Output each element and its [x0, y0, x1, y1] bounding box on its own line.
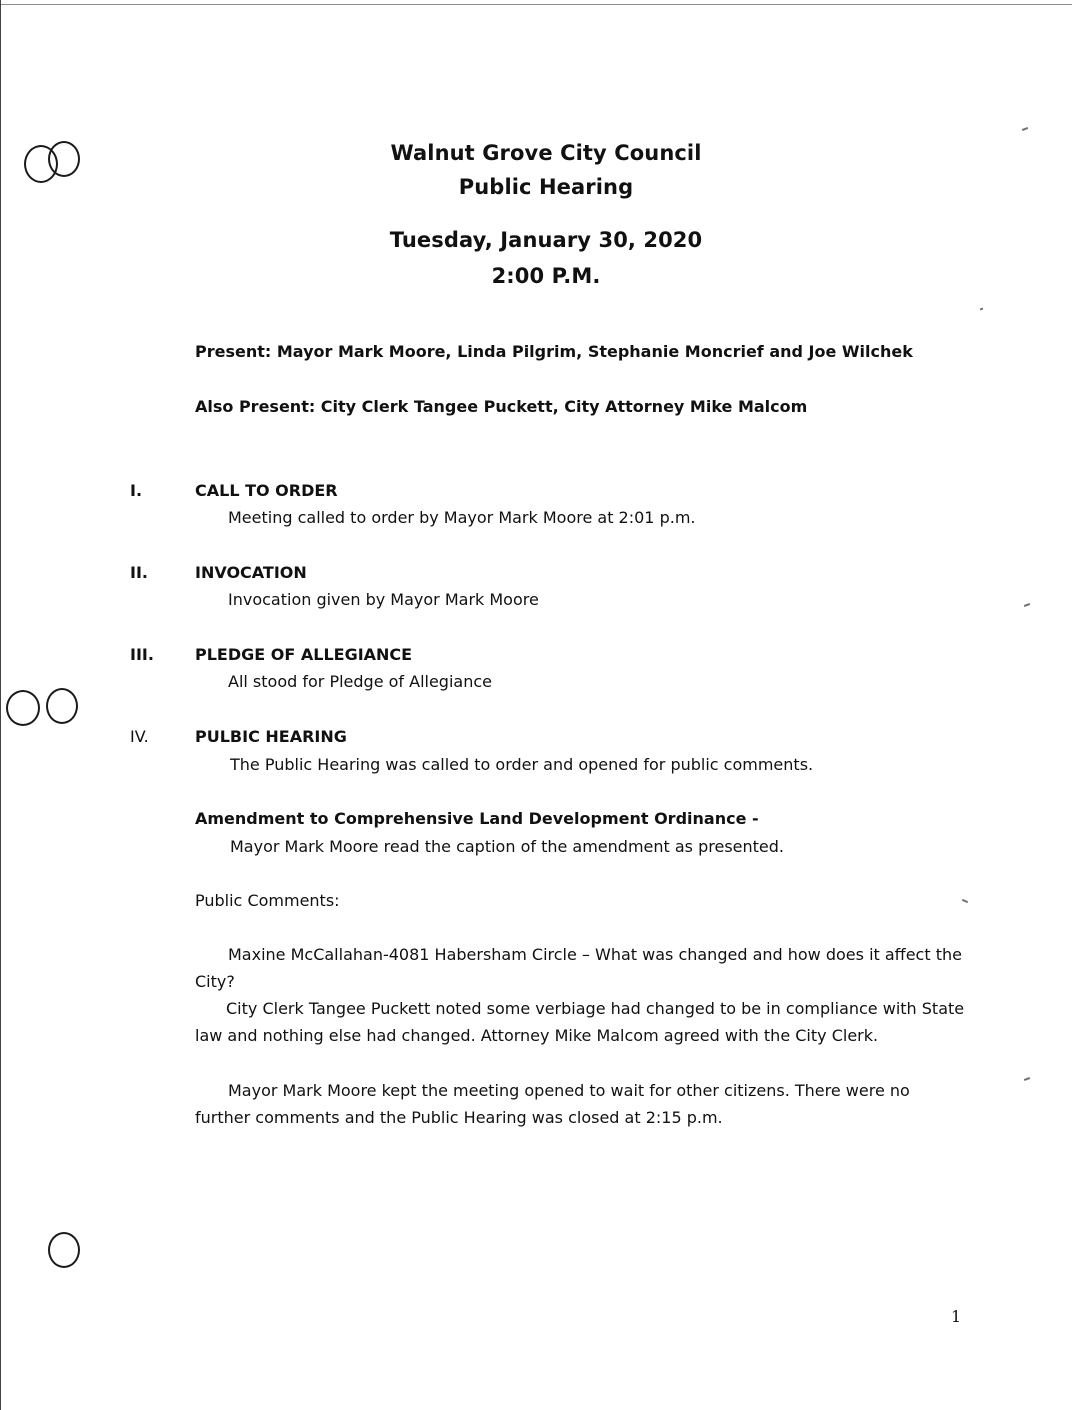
- comment-answer: City Clerk Tangee Puckett noted some verbiage had changed to be in compliance with State law and nothing else had changed. Attorney Mike Malcom agreed with the City Clerk.: [195, 999, 965, 1045]
- comment-question: Maxine McCallahan-4081 Habersham Circle – What was changed and how does it affect the City?: [195, 945, 962, 991]
- scan-speck: [1024, 1077, 1030, 1081]
- section-text: The Public Hearing was called to order and opened for public comments.: [230, 755, 814, 774]
- punch-hole-middle-left-icon: [6, 690, 40, 726]
- punch-hole-bottom-icon: [48, 1232, 80, 1268]
- amendment-heading: Amendment to Comprehensive Land Development Ordinance -: [195, 809, 759, 828]
- amendment-text: Mayor Mark Moore read the caption of the amendment as presented.: [230, 837, 785, 856]
- section-number: III.: [130, 645, 154, 664]
- closing-paragraph: Mayor Mark Moore kept the meeting opened to wait for other citizens. There were no further comments and the Public Hearing was closed at 2:15 p.m.: [195, 1081, 910, 1127]
- scan-speck: [1022, 127, 1028, 131]
- section-heading-call-to-order: CALL TO ORDER: [195, 481, 338, 500]
- section-number: I.: [130, 481, 143, 500]
- section-text: Meeting called to order by Mayor Mark Moore at 2:01 p.m.: [228, 508, 696, 527]
- document-title: Walnut Grove City Council: [390, 141, 702, 165]
- section-heading-pledge: PLEDGE OF ALLEGIANCE: [195, 645, 413, 664]
- page-top-edge: [0, 4, 1072, 5]
- punch-hole-middle-right-icon: [46, 688, 78, 724]
- document-subtitle: Public Hearing: [458, 175, 634, 199]
- scan-speck: [962, 899, 968, 903]
- also-present-line: Also Present: City Clerk Tangee Puckett, City Attorney Mike Malcom: [195, 397, 808, 416]
- scan-speck: [1024, 603, 1030, 607]
- meeting-time: 2:00 P.M.: [491, 264, 601, 288]
- section-heading-invocation: INVOCATION: [195, 563, 307, 582]
- section-text: Invocation given by Mayor Mark Moore: [228, 590, 539, 609]
- section-number: IV.: [130, 727, 149, 746]
- present-line: Present: Mayor Mark Moore, Linda Pilgrim, Stephanie Moncrief and Joe Wilchek: [195, 342, 913, 361]
- scan-speck: [980, 308, 984, 311]
- section-number: II.: [130, 563, 148, 582]
- page-left-edge: [0, 0, 1, 1410]
- public-comments-label: Public Comments:: [195, 891, 340, 910]
- section-heading-public-hearing: PULBIC HEARING: [195, 727, 347, 746]
- meeting-date: Tuesday, January 30, 2020: [389, 228, 703, 252]
- section-text: All stood for Pledge of Allegiance: [228, 672, 492, 691]
- page-number: 1: [951, 1307, 962, 1326]
